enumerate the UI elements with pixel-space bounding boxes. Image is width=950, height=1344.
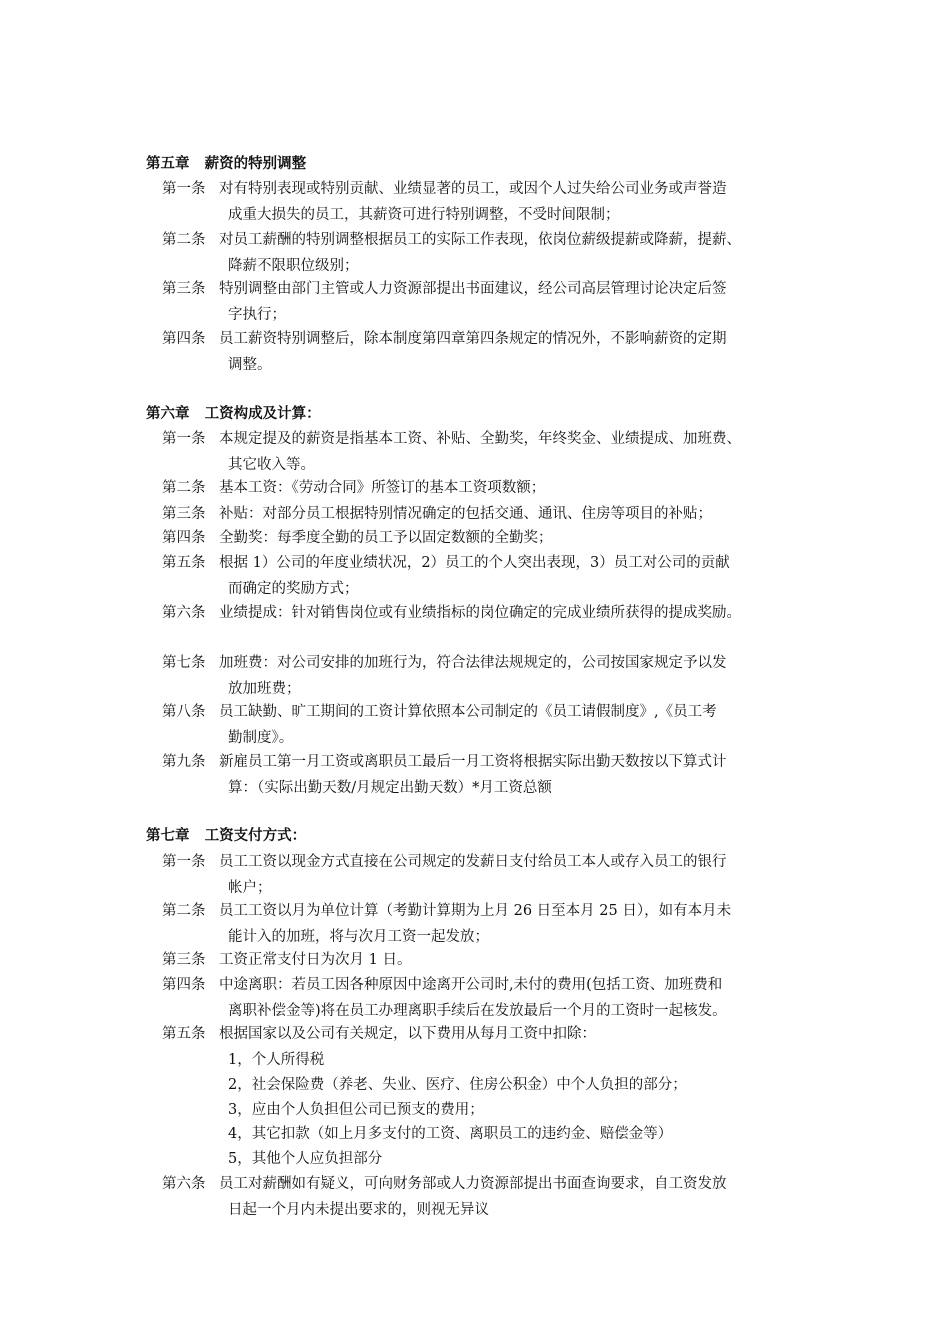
article-number: 第九条: [162, 754, 206, 770]
article-number: 第六条: [162, 605, 206, 621]
article-text-line1: 中途离职：若员工因各种原因中途离开公司时,未付的费用(包括工资、加班费和: [219, 977, 723, 993]
article-number: 第七条: [162, 655, 206, 671]
article-text-line1: 根据 1）公司的年度业绩状况，2）员工的个人突出表现，3）员工对公司的贡献: [219, 555, 730, 571]
article-text-line2: 调整。: [228, 357, 272, 373]
article-text-line1: 全勤奖：每季度全勤的员工予以固定数额的全勤奖；: [219, 530, 553, 546]
article-text-line2: 算：（实际出勤天数/月规定出勤天数）*月工资总额: [228, 780, 552, 796]
deduction-item: 2，社会保险费（养老、失业、医疗、住房公积金）中个人负担的部分；: [228, 1077, 687, 1093]
chapter-title-5: 第五章 薪资的特别调整: [146, 155, 307, 172]
article-number: 第五条: [162, 1026, 206, 1042]
article-text-line1: 根据国家以及公司有关规定，以下费用从每月工资中扣除：: [219, 1026, 596, 1042]
article-number: 第一条: [162, 854, 206, 870]
article-number: 第四条: [162, 530, 206, 546]
deduction-item: 3，应由个人负担但公司已预支的费用；: [228, 1102, 484, 1118]
article-text-line1: 对员工薪酬的特别调整根据员工的实际工作表现，依岗位薪级提薪或降薪，提薪、: [219, 232, 741, 248]
article-text-line2: 日起一个月内未提出要求的，则视无异议: [228, 1202, 489, 1218]
article-text-line2: 成重大损失的员工，其薪资可进行特别调整，不受时间限制；: [228, 207, 620, 223]
article-text-line2: 其它收入等。: [228, 457, 315, 473]
article-text-line2: 放加班费；: [228, 681, 301, 697]
article-text-line2: 离职补偿金等)将在员工办理离职手续后在发放最后一个月的工资时一起核发。: [228, 1003, 727, 1019]
article-text-line1: 特别调整由部门主管或人力资源部提出书面建议，经公司高层管理讨论决定后签: [219, 281, 727, 297]
article-text-line1: 员工薪资特别调整后，除本制度第四章第四条规定的情况外，不影响薪资的定期: [219, 331, 727, 347]
article-text-line2: 字执行；: [228, 307, 286, 323]
article-number: 第二条: [162, 903, 206, 919]
article-text-line1: 本规定提及的薪资是指基本工资、补贴、全勤奖，年终奖金、业绩提成、加班费、: [219, 431, 741, 447]
deduction-item: 5，其他个人应负担部分: [228, 1151, 383, 1167]
article-text-line1: 员工对薪酬如有疑义，可向财务部或人力资源部提出书面查询要求，自工资发放: [219, 1176, 727, 1192]
chapter-title-6: 第六章 工资构成及计算：: [146, 405, 321, 422]
article-text-line2: 而确定的奖励方式；: [228, 581, 359, 597]
article-text-line2: 能计入的加班，将与次月工资一起发放；: [228, 929, 489, 945]
article-number: 第五条: [162, 555, 206, 571]
article-text-line1: 加班费：对公司安排的加班行为，符合法律法规规定的，公司按国家规定予以发: [219, 655, 727, 671]
article-number: 第六条: [162, 1176, 206, 1192]
article-text-line1: 员工工资以月为单位计算（考勤计算期为上月 26 日至本月 25 日），如有本月未: [219, 903, 732, 919]
article-number: 第三条: [162, 281, 206, 297]
article-number: 第一条: [162, 431, 206, 447]
chapter-title-7: 第七章 工资支付方式：: [146, 827, 307, 844]
article-number: 第三条: [162, 506, 206, 522]
article-number: 第一条: [162, 181, 206, 197]
article-text-line1: 新雇员工第一月工资或离职员工最后一月工资将根据实际出勤天数按以下算式计: [219, 754, 727, 770]
article-text-line1: 基本工资：《劳动合同》所签订的基本工资项数额；: [219, 480, 546, 496]
article-text-line1: 员工工资以现金方式直接在公司规定的发薪日支付给员工本人或存入员工的银行: [219, 854, 727, 870]
article-text-line2: 帐户；: [228, 880, 272, 896]
article-text-line1: 员工缺勤、旷工期间的工资计算依照本公司制定的《员工请假制度》,《员工考: [219, 704, 717, 720]
deduction-item: 4，其它扣款（如上月多支付的工资、离职员工的违约金、赔偿金等）: [228, 1126, 673, 1142]
article-text-line1: 工资正常支付日为次月 1 日。: [219, 952, 412, 968]
article-text-line2: 勤制度》。: [228, 730, 294, 746]
article-number: 第二条: [162, 480, 206, 496]
article-number: 第二条: [162, 232, 206, 248]
article-text-line1: 业绩提成：针对销售岗位或有业绩指标的岗位确定的完成业绩所获得的提成奖励。: [219, 605, 741, 621]
deduction-item: 1，个人所得税: [228, 1052, 325, 1068]
article-number: 第八条: [162, 704, 206, 720]
article-text-line1: 补贴：对部分员工根据特别情况确定的包括交通、通讯、住房等项目的补贴；: [219, 506, 712, 522]
article-number: 第三条: [162, 952, 206, 968]
article-text-line2: 降薪不限职位级别；: [228, 258, 359, 274]
article-text-line1: 对有特别表现或特别贡献、业绩显著的员工，或因个人过失给公司业务或声誉造: [219, 181, 727, 197]
article-number: 第四条: [162, 331, 206, 347]
article-number: 第四条: [162, 977, 206, 993]
